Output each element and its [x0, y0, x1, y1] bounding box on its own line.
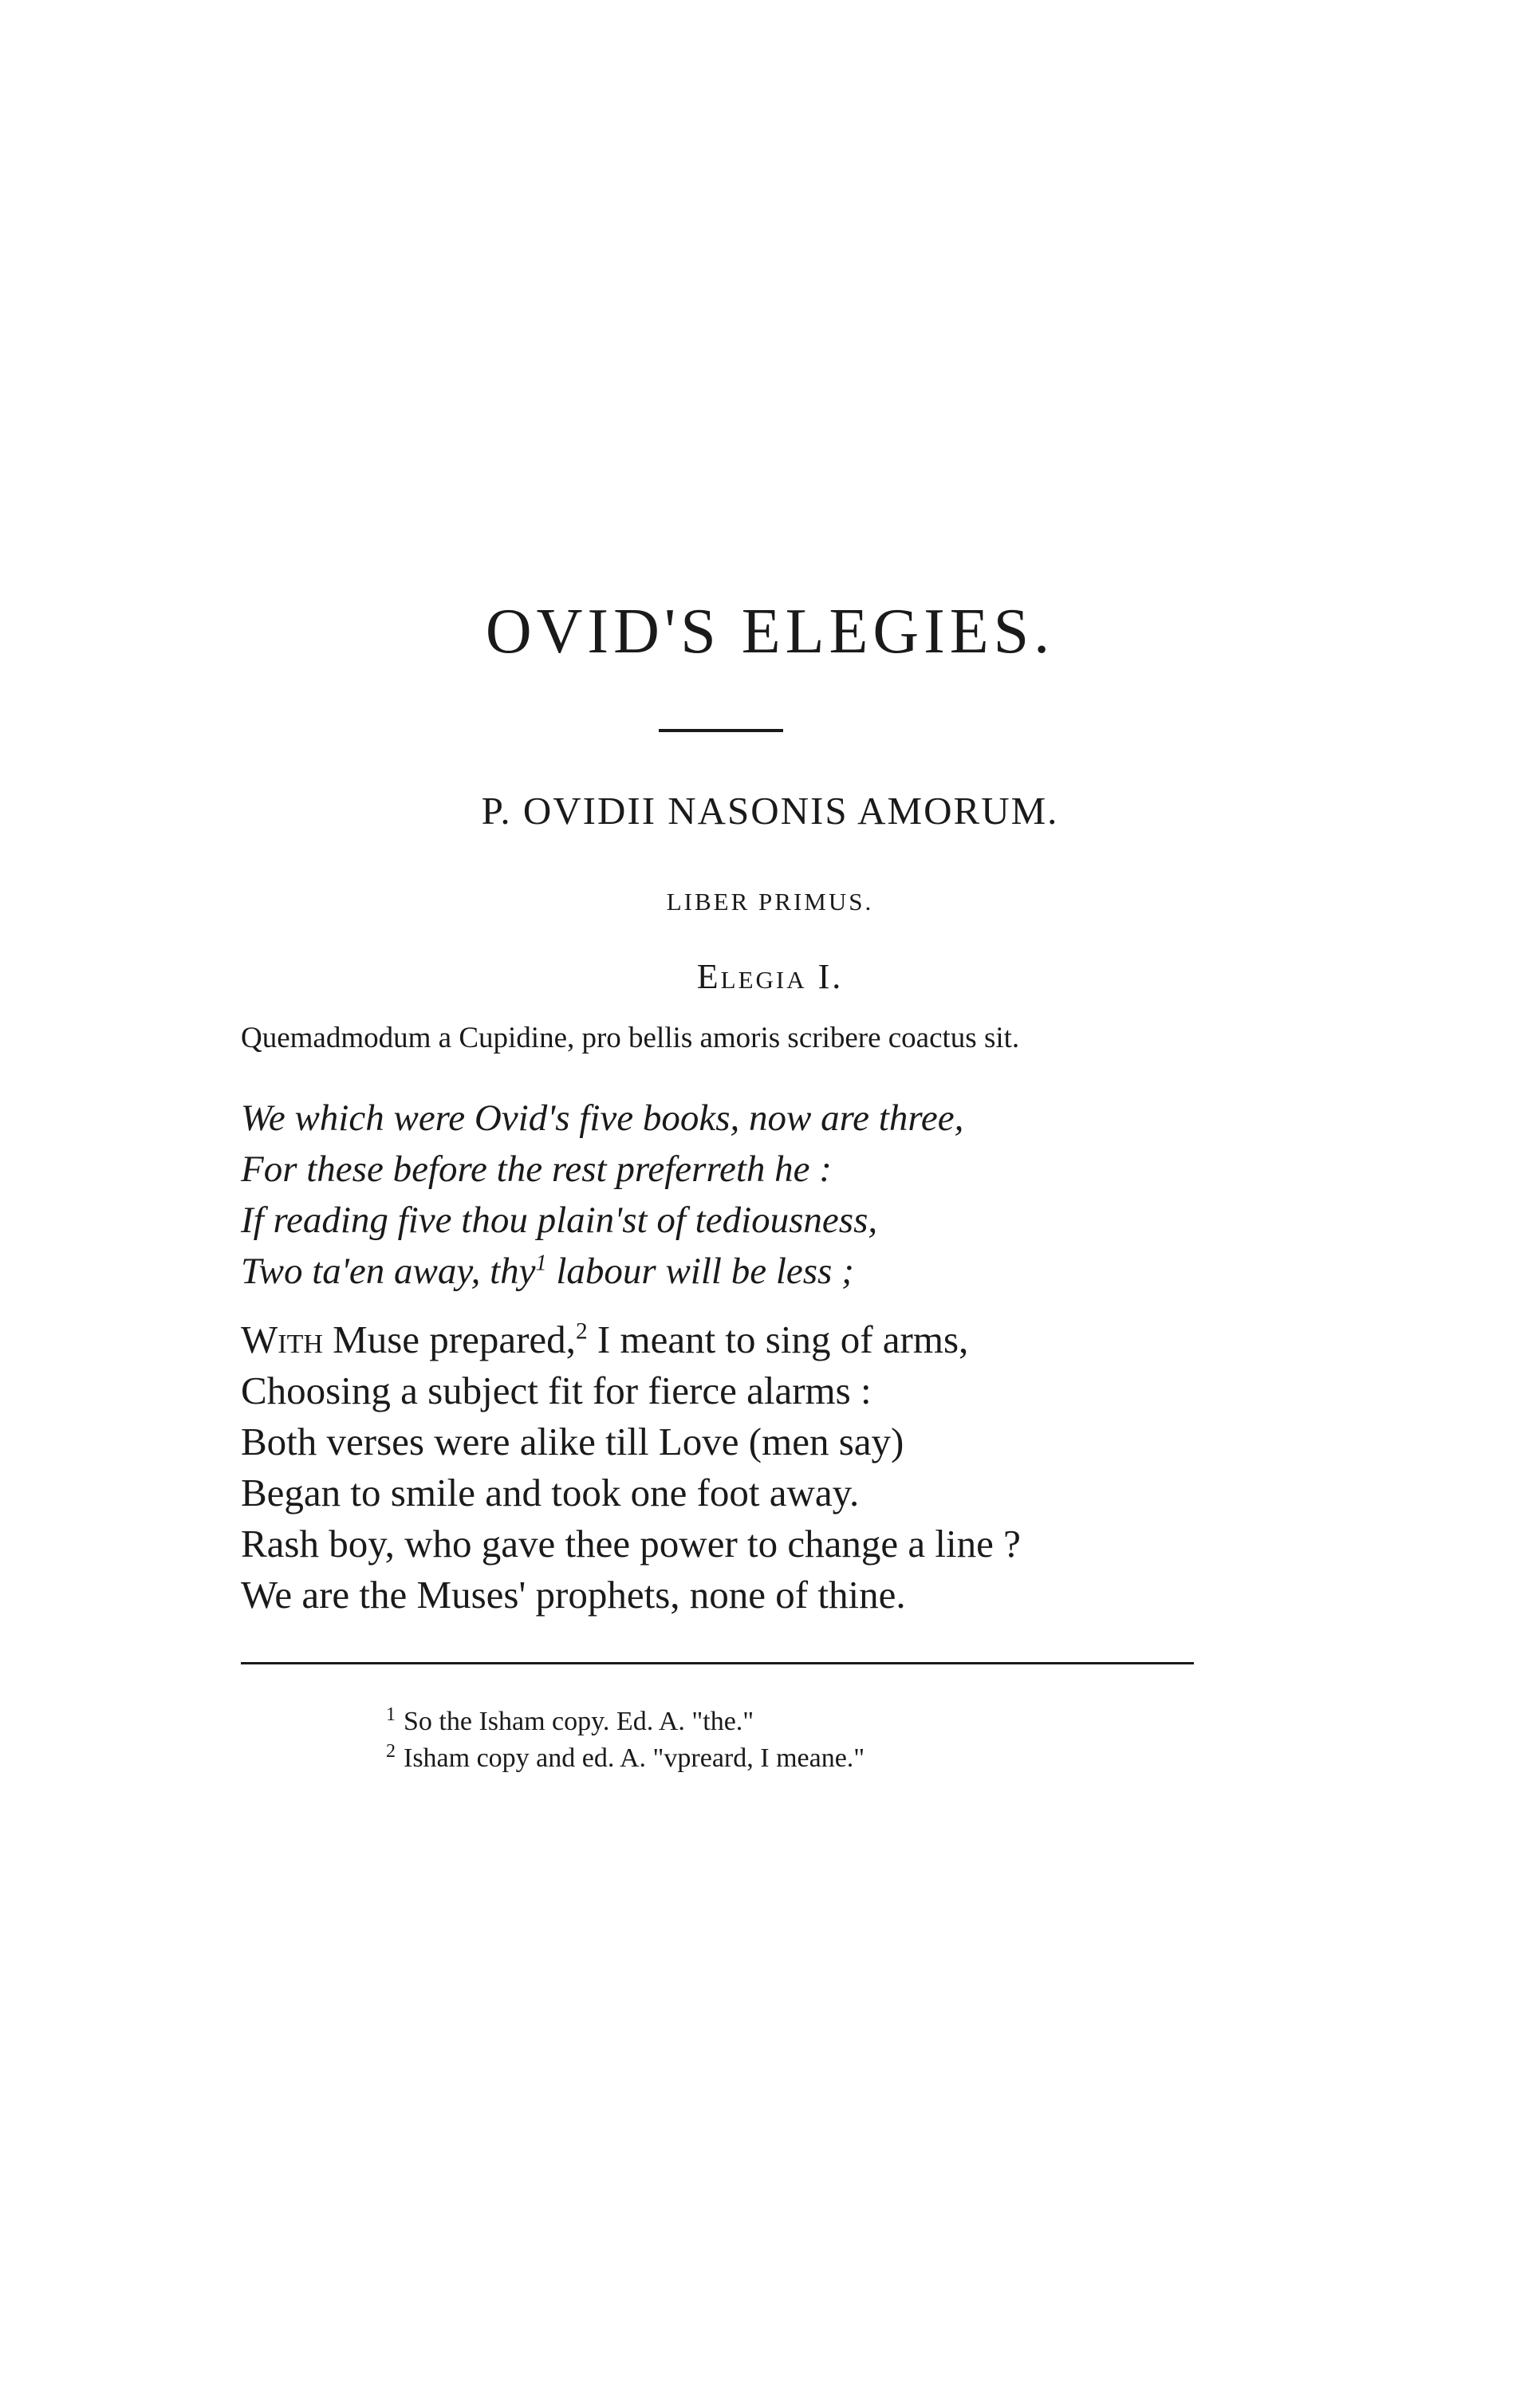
poem-line: Rash boy, who gave thee power to change a line ?	[241, 1522, 1021, 1566]
footnote	[386, 1740, 865, 1777]
poem-line: Began to smile and took one foot away.	[241, 1471, 860, 1515]
poem-line: Both verses were alike till Love (men say)	[241, 1420, 904, 1463]
footnote-mark: 1	[535, 1251, 547, 1276]
epigram-line: We which were Ovid's five books, now are three,	[241, 1097, 964, 1139]
footnotes	[386, 1704, 865, 1777]
poem-line: Choosing a subject fit for fierce alarms :	[241, 1369, 872, 1412]
footnote-text: So the Isham copy. Ed. A. "the."	[404, 1707, 754, 1736]
footnote-number: 1	[386, 1704, 396, 1725]
footnote-divider	[241, 1662, 1194, 1664]
epigram-text: labour will be less ;	[546, 1251, 854, 1292]
epigram	[241, 1093, 963, 1297]
elegy-heading: Elegia I.	[696, 957, 844, 996]
elegy-argument: Quemadmodum a Cupidine, pro bellis amoris scribere coactus sit.	[241, 1022, 1020, 1054]
book-heading: LIBER PRIMUS.	[666, 888, 874, 916]
footnote-mark: 2	[575, 1318, 588, 1345]
epigram-text: Two ta'en away, thy	[241, 1251, 536, 1292]
poem-line: We are the Muses' prophets, none of thine.	[241, 1573, 906, 1617]
initial-word: With	[241, 1318, 323, 1361]
latin-subtitle: P. OVIDII NASONIS AMORUM.	[481, 789, 1059, 833]
poem-text: Muse prepared,	[322, 1318, 576, 1361]
title-divider	[659, 729, 783, 732]
footnote-text: Isham copy and ed. A. "vpreard, I meane."	[404, 1743, 865, 1773]
poem-text: I meant to sing of arms,	[587, 1318, 969, 1361]
footnote	[386, 1704, 865, 1740]
page-title: OVID'S ELEGIES.	[485, 597, 1055, 667]
epigram-line: For these before the rest preferreth he :	[241, 1148, 832, 1190]
epigram-line: If reading five thou plain'st of tediousness,	[241, 1199, 878, 1241]
epigram-line	[241, 1246, 963, 1297]
footnote-number: 2	[386, 1740, 396, 1762]
poem-body	[241, 1314, 1021, 1621]
poem-line	[241, 1314, 1021, 1365]
